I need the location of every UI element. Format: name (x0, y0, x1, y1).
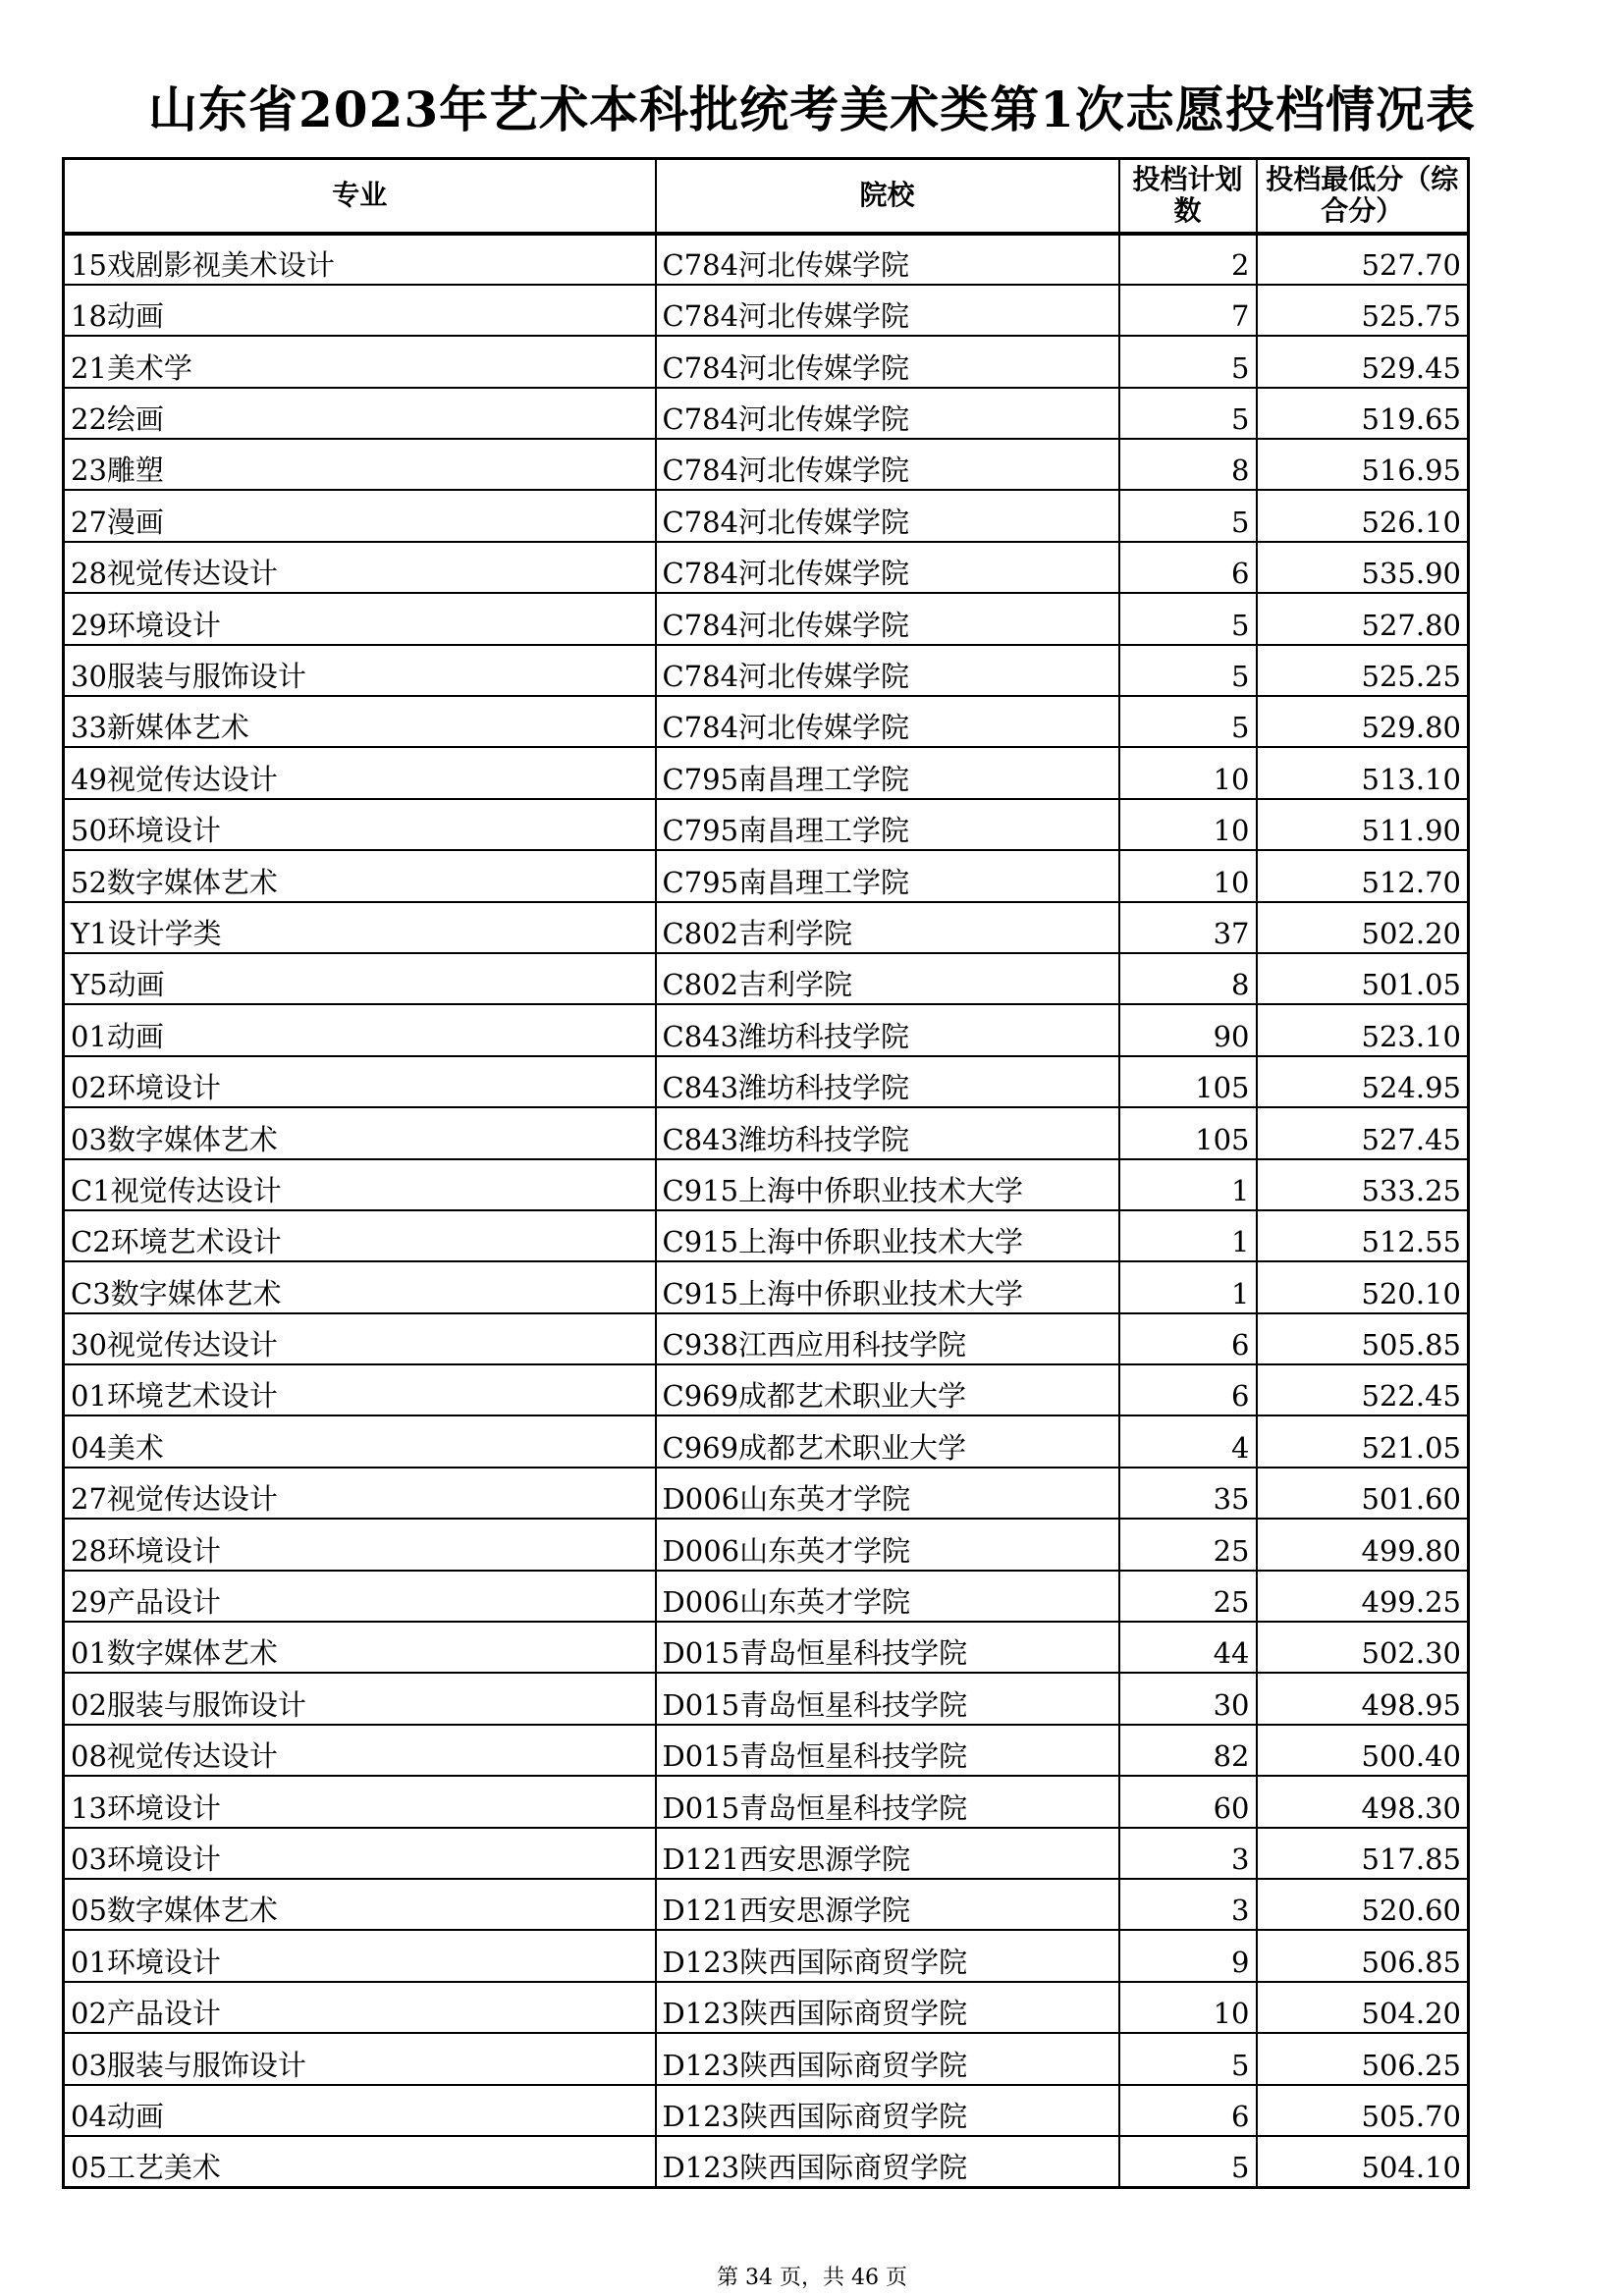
cell-major: 08视觉传达设计 (64, 1725, 656, 1776)
cell-major: 13环境设计 (64, 1776, 656, 1827)
cell-score: 524.95 (1257, 1056, 1469, 1107)
cell-score: 498.95 (1257, 1673, 1469, 1724)
cell-school: C784河北传媒学院 (656, 490, 1119, 541)
table-row (64, 747, 1469, 798)
table-row (64, 1056, 1469, 1107)
table-row (64, 1261, 1469, 1312)
cell-plan: 6 (1119, 1313, 1257, 1364)
cell-major: 50环境设计 (64, 799, 656, 850)
cell-major: 27视觉传达设计 (64, 1468, 656, 1519)
cell-school: D123陕西国际商贸学院 (656, 2033, 1119, 2084)
cell-school: C802吉利学院 (656, 953, 1119, 1004)
cell-score: 513.10 (1257, 747, 1469, 798)
cell-school: D015青岛恒星科技学院 (656, 1673, 1119, 1724)
table-row (64, 1622, 1469, 1673)
cell-score: 520.60 (1257, 1879, 1469, 1930)
cell-plan: 6 (1119, 542, 1257, 593)
cell-major: 18动画 (64, 285, 656, 336)
cell-school: C938江西应用科技学院 (656, 1313, 1119, 1364)
cell-school: C969成都艺术职业大学 (656, 1415, 1119, 1467)
cell-major: C1视觉传达设计 (64, 1159, 656, 1210)
cell-score: 521.05 (1257, 1415, 1469, 1467)
cell-score: 499.80 (1257, 1519, 1469, 1570)
cell-plan: 5 (1119, 645, 1257, 696)
cell-school: D006山东英才学院 (656, 1519, 1119, 1570)
table-row (64, 1364, 1469, 1415)
cell-score: 529.45 (1257, 336, 1469, 387)
table-row (64, 2085, 1469, 2136)
cell-school: C843潍坊科技学院 (656, 1107, 1119, 1158)
page-number: 第 34 页，共 46 页 (717, 2266, 907, 2290)
cell-plan: 7 (1119, 285, 1257, 336)
table-row (64, 799, 1469, 850)
cell-major: 30视觉传达设计 (64, 1313, 656, 1364)
cell-major: 02产品设计 (64, 1982, 656, 2033)
cell-plan: 5 (1119, 696, 1257, 747)
cell-major: 52数字媒体艺术 (64, 850, 656, 901)
header-school: 院校 (656, 159, 1119, 234)
cell-score: 502.20 (1257, 902, 1469, 953)
cell-plan: 5 (1119, 336, 1257, 387)
cell-plan: 37 (1119, 902, 1257, 953)
cell-major: 03环境设计 (64, 1828, 656, 1879)
cell-score: 499.25 (1257, 1571, 1469, 1622)
cell-score: 525.25 (1257, 645, 1469, 696)
table-row (64, 1107, 1469, 1158)
cell-school: D006山东英才学院 (656, 1571, 1119, 1622)
cell-major: 04美术 (64, 1415, 656, 1467)
cell-major: 21美术学 (64, 336, 656, 387)
cell-score: 498.30 (1257, 1776, 1469, 1827)
cell-score: 501.05 (1257, 953, 1469, 1004)
cell-plan: 5 (1119, 593, 1257, 644)
cell-major: 02服装与服饰设计 (64, 1673, 656, 1724)
table-row (64, 2033, 1469, 2084)
cell-plan: 2 (1119, 234, 1257, 285)
cell-plan: 9 (1119, 1930, 1257, 1981)
cell-school: D121西安思源学院 (656, 1828, 1119, 1879)
cell-major: 05工艺美术 (64, 2136, 656, 2187)
cell-plan: 3 (1119, 1879, 1257, 1930)
cell-school: D123陕西国际商贸学院 (656, 1930, 1119, 1981)
table-row (64, 1159, 1469, 1210)
cell-score: 502.30 (1257, 1622, 1469, 1673)
admission-table (62, 157, 1470, 2189)
cell-plan: 10 (1119, 1982, 1257, 2033)
table-row (64, 1828, 1469, 1879)
table-row (64, 1004, 1469, 1055)
cell-school: D121西安思源学院 (656, 1879, 1119, 1930)
cell-plan: 1 (1119, 1159, 1257, 1210)
cell-major: Y1设计学类 (64, 902, 656, 953)
cell-school: C784河北传媒学院 (656, 285, 1119, 336)
cell-major: 30服装与服饰设计 (64, 645, 656, 696)
cell-major: 15戏剧影视美术设计 (64, 234, 656, 285)
cell-score: 505.70 (1257, 2085, 1469, 2136)
table-row (64, 645, 1469, 696)
table-row (64, 439, 1469, 490)
cell-school: C784河北传媒学院 (656, 645, 1119, 696)
cell-major: 01数字媒体艺术 (64, 1622, 656, 1673)
table-row (64, 1879, 1469, 1930)
cell-major: 01环境设计 (64, 1930, 656, 1981)
table-row (64, 850, 1469, 901)
cell-score: 501.60 (1257, 1468, 1469, 1519)
table-row (64, 1673, 1469, 1724)
table-row (64, 1313, 1469, 1364)
cell-score: 512.55 (1257, 1210, 1469, 1261)
cell-school: C915上海中侨职业技术大学 (656, 1159, 1119, 1210)
cell-major: 05数字媒体艺术 (64, 1879, 656, 1930)
cell-major: 28环境设计 (64, 1519, 656, 1570)
cell-plan: 82 (1119, 1725, 1257, 1776)
cell-major: 03数字媒体艺术 (64, 1107, 656, 1158)
table-row (64, 1776, 1469, 1827)
cell-major: 03服装与服饰设计 (64, 2033, 656, 2084)
cell-major: C3数字媒体艺术 (64, 1261, 656, 1312)
cell-major: 01环境艺术设计 (64, 1364, 656, 1415)
cell-major: 22绘画 (64, 388, 656, 439)
cell-school: C784河北传媒学院 (656, 696, 1119, 747)
table-row (64, 696, 1469, 747)
table-body (64, 234, 1469, 2188)
cell-school: C915上海中侨职业技术大学 (656, 1210, 1119, 1261)
cell-score: 527.70 (1257, 234, 1469, 285)
cell-major: 29产品设计 (64, 1571, 656, 1622)
table-row (64, 1725, 1469, 1776)
cell-plan: 25 (1119, 1519, 1257, 1570)
cell-major: 29环境设计 (64, 593, 656, 644)
cell-plan: 8 (1119, 953, 1257, 1004)
table-row (64, 902, 1469, 953)
table-row (64, 1519, 1469, 1570)
table-row (64, 2136, 1469, 2187)
cell-score: 504.20 (1257, 1982, 1469, 2033)
table-row (64, 234, 1469, 285)
cell-plan: 44 (1119, 1622, 1257, 1673)
cell-school: C795南昌理工学院 (656, 799, 1119, 850)
cell-school: C784河北传媒学院 (656, 593, 1119, 644)
table-row (64, 1982, 1469, 2033)
cell-plan: 4 (1119, 1415, 1257, 1467)
cell-plan: 90 (1119, 1004, 1257, 1055)
cell-major: 01动画 (64, 1004, 656, 1055)
cell-plan: 1 (1119, 1261, 1257, 1312)
cell-plan: 25 (1119, 1571, 1257, 1622)
cell-major: 49视觉传达设计 (64, 747, 656, 798)
cell-plan: 1 (1119, 1210, 1257, 1261)
table-row (64, 953, 1469, 1004)
cell-score: 522.45 (1257, 1364, 1469, 1415)
table-header-row (64, 159, 1469, 234)
cell-school: C843潍坊科技学院 (656, 1056, 1119, 1107)
table-row (64, 1571, 1469, 1622)
cell-major: 23雕塑 (64, 439, 656, 490)
cell-major: Y5动画 (64, 953, 656, 1004)
table-row (64, 388, 1469, 439)
cell-major: C2环境艺术设计 (64, 1210, 656, 1261)
page-title: 山东省2023年艺术本科批统考美术类第1次志愿投档情况表 (148, 80, 1476, 138)
cell-score: 504.10 (1257, 2136, 1469, 2187)
cell-school: C915上海中侨职业技术大学 (656, 1261, 1119, 1312)
cell-score: 525.75 (1257, 285, 1469, 336)
table-row (64, 336, 1469, 387)
cell-school: D015青岛恒星科技学院 (656, 1776, 1119, 1827)
cell-plan: 30 (1119, 1673, 1257, 1724)
cell-score: 533.25 (1257, 1159, 1469, 1210)
cell-school: D123陕西国际商贸学院 (656, 2085, 1119, 2136)
cell-plan: 60 (1119, 1776, 1257, 1827)
cell-school: D015青岛恒星科技学院 (656, 1622, 1119, 1673)
cell-score: 526.10 (1257, 490, 1469, 541)
cell-school: C784河北传媒学院 (656, 234, 1119, 285)
cell-school: C784河北传媒学院 (656, 336, 1119, 387)
cell-plan: 35 (1119, 1468, 1257, 1519)
table-row (64, 285, 1469, 336)
cell-plan: 5 (1119, 388, 1257, 439)
cell-score: 527.45 (1257, 1107, 1469, 1158)
cell-score: 506.25 (1257, 2033, 1469, 2084)
header-score: 投档最低分（综合分） (1257, 159, 1469, 234)
table-row (64, 490, 1469, 541)
cell-score: 527.80 (1257, 593, 1469, 644)
cell-plan: 6 (1119, 2085, 1257, 2136)
cell-school: D015青岛恒星科技学院 (656, 1725, 1119, 1776)
table-row (64, 1468, 1469, 1519)
cell-major: 33新媒体艺术 (64, 696, 656, 747)
table-row (64, 593, 1469, 644)
cell-school: C802吉利学院 (656, 902, 1119, 953)
cell-major: 04动画 (64, 2085, 656, 2136)
cell-major: 27漫画 (64, 490, 656, 541)
cell-plan: 105 (1119, 1056, 1257, 1107)
cell-score: 523.10 (1257, 1004, 1469, 1055)
cell-score: 516.95 (1257, 439, 1469, 490)
cell-score: 520.10 (1257, 1261, 1469, 1312)
table-row (64, 542, 1469, 593)
cell-school: D123陕西国际商贸学院 (656, 1982, 1119, 2033)
cell-score: 505.85 (1257, 1313, 1469, 1364)
cell-school: C795南昌理工学院 (656, 850, 1119, 901)
header-plan: 投档计划数 (1119, 159, 1257, 234)
cell-school: C795南昌理工学院 (656, 747, 1119, 798)
cell-plan: 5 (1119, 2033, 1257, 2084)
cell-plan: 3 (1119, 1828, 1257, 1879)
cell-school: C969成都艺术职业大学 (656, 1364, 1119, 1415)
cell-plan: 10 (1119, 747, 1257, 798)
cell-school: C784河北传媒学院 (656, 542, 1119, 593)
cell-major: 02环境设计 (64, 1056, 656, 1107)
cell-plan: 105 (1119, 1107, 1257, 1158)
cell-score: 535.90 (1257, 542, 1469, 593)
cell-school: D123陕西国际商贸学院 (656, 2136, 1119, 2187)
cell-plan: 5 (1119, 2136, 1257, 2187)
cell-score: 517.85 (1257, 1828, 1469, 1879)
cell-score: 529.80 (1257, 696, 1469, 747)
header-major: 专业 (64, 159, 656, 234)
cell-major: 28视觉传达设计 (64, 542, 656, 593)
table-row (64, 1415, 1469, 1467)
cell-plan: 6 (1119, 1364, 1257, 1415)
cell-plan: 5 (1119, 490, 1257, 541)
table-row (64, 1930, 1469, 1981)
cell-plan: 10 (1119, 850, 1257, 901)
cell-plan: 8 (1119, 439, 1257, 490)
cell-score: 512.70 (1257, 850, 1469, 901)
cell-plan: 10 (1119, 799, 1257, 850)
cell-school: C784河北传媒学院 (656, 388, 1119, 439)
table-row (64, 1210, 1469, 1261)
cell-score: 519.65 (1257, 388, 1469, 439)
cell-score: 500.40 (1257, 1725, 1469, 1776)
cell-school: C843潍坊科技学院 (656, 1004, 1119, 1055)
cell-score: 511.90 (1257, 799, 1469, 850)
cell-score: 506.85 (1257, 1930, 1469, 1981)
cell-school: D006山东英才学院 (656, 1468, 1119, 1519)
cell-school: C784河北传媒学院 (656, 439, 1119, 490)
